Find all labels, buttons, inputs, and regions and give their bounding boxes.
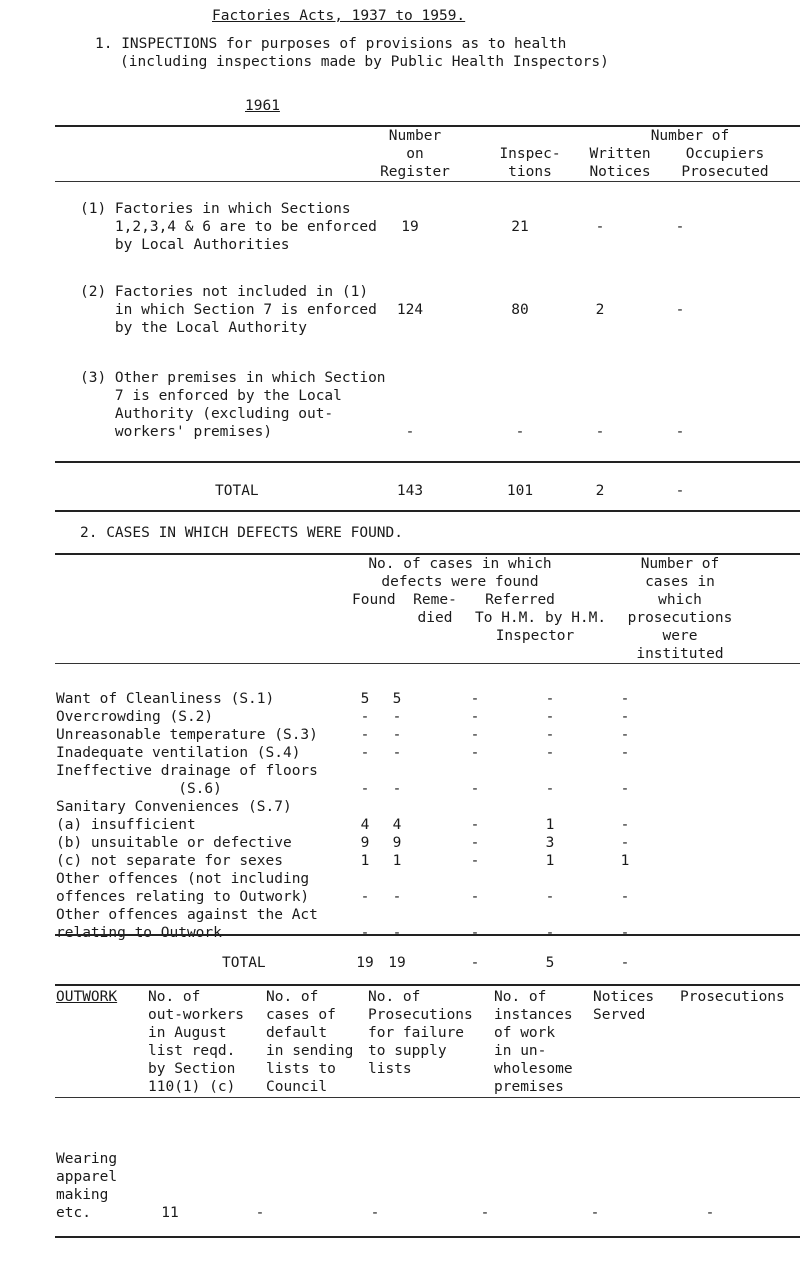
cell-notices: 2 bbox=[595, 302, 605, 318]
cell-to-hm: - bbox=[470, 691, 480, 707]
cell-prosecutions: - bbox=[620, 925, 630, 941]
cell-found: - bbox=[360, 709, 370, 725]
table2-total-rule bbox=[55, 934, 800, 936]
cell-by-hm: 1 bbox=[545, 853, 555, 869]
row-label: Wearing apparel making etc. bbox=[56, 1151, 118, 1221]
cell-prosecutions: - bbox=[620, 835, 630, 851]
col-outworkers: No. of out-workers in August list reqd. by Section 110(1) (c) bbox=[148, 989, 245, 1095]
cell-register: 124 bbox=[396, 302, 424, 318]
table1-bottom-rule bbox=[55, 510, 800, 512]
row-label: (b) unsuitable or defective bbox=[56, 835, 292, 851]
cell-unwholesome: - bbox=[480, 1205, 490, 1221]
table1-total-rule bbox=[55, 461, 800, 463]
year-heading: 1961 bbox=[245, 98, 280, 114]
table2-bottom-rule bbox=[55, 984, 800, 986]
cell-prosecutions: - bbox=[705, 1205, 715, 1221]
table2-header-rule bbox=[55, 663, 800, 664]
cell-found: 5 bbox=[360, 691, 370, 707]
col-notices-served: Notices Served bbox=[593, 989, 655, 1023]
col-found: Found bbox=[352, 592, 396, 608]
cell-to-hm: - bbox=[470, 889, 480, 905]
row-label: Sanitary Conveniences (S.7) (a) insufficient bbox=[56, 799, 292, 833]
cell-register: - bbox=[405, 424, 415, 440]
cell-remedied: - bbox=[392, 781, 402, 797]
total-remedied: 19 bbox=[388, 955, 406, 971]
cell-found: - bbox=[360, 745, 370, 761]
cell-by-hm: 3 bbox=[545, 835, 555, 851]
col-inspections: Inspec- tions bbox=[499, 146, 561, 180]
row-label: Want of Cleanliness (S.1) bbox=[56, 691, 275, 707]
total-prosecutions: - bbox=[620, 955, 630, 971]
cell-prosecutions: - bbox=[620, 745, 630, 761]
outwork-heading: OUTWORK bbox=[56, 989, 118, 1005]
total-label: TOTAL bbox=[222, 955, 266, 971]
total-register: 143 bbox=[396, 483, 424, 499]
cell-to-hm: - bbox=[470, 727, 480, 743]
cell-found: - bbox=[360, 925, 370, 941]
total-label: TOTAL bbox=[215, 483, 259, 499]
outwork-header-rule bbox=[55, 1097, 800, 1098]
cell-register: 19 bbox=[401, 219, 419, 235]
cell-notices: - bbox=[595, 219, 605, 235]
total-prosecuted: - bbox=[675, 483, 685, 499]
cell-inspections: - bbox=[515, 424, 525, 440]
col-number-on-register: Number on Register bbox=[380, 128, 450, 180]
cell-by-hm: 1 bbox=[545, 817, 555, 833]
cell-found: 4 bbox=[360, 817, 370, 833]
total-to-hm: - bbox=[470, 955, 480, 971]
cell-by-hm: - bbox=[545, 925, 555, 941]
col-written-notices: Written Notices bbox=[589, 146, 651, 180]
col-cases-group: No. of cases in which defects were found bbox=[368, 556, 552, 590]
cell-prosecutions: 1 bbox=[620, 853, 630, 869]
cell-found: - bbox=[360, 781, 370, 797]
col-prosecutions: Prosecutions bbox=[680, 989, 785, 1005]
row-label: Unreasonable temperature (S.3) bbox=[56, 727, 318, 743]
cell-remedied: - bbox=[392, 889, 402, 905]
cell-to-hm: - bbox=[470, 781, 480, 797]
row-label: Inadequate ventilation (S.4) bbox=[56, 745, 301, 761]
cell-prosecuted: - bbox=[675, 302, 685, 318]
section2-title: 2. CASES IN WHICH DEFECTS WERE FOUND. bbox=[80, 525, 404, 541]
cell-by-hm: - bbox=[545, 691, 555, 707]
table1-header-rule bbox=[55, 181, 800, 182]
cell-by-hm: - bbox=[545, 889, 555, 905]
row-label: (1) Factories in which Sections 1,2,3,4 & 6 are to be enforced by Local Authorities bbox=[80, 201, 377, 253]
cell-remedied: - bbox=[392, 925, 402, 941]
cell-to-hm: - bbox=[470, 835, 480, 851]
cell-found: - bbox=[360, 889, 370, 905]
cell-remedied: - bbox=[392, 709, 402, 725]
col-occupiers-prosecuted: Occupiers Prosecuted bbox=[681, 146, 769, 180]
cell-prosecutions: - bbox=[620, 727, 630, 743]
col-default: No. of cases of default in sending lists to Council bbox=[266, 989, 354, 1095]
cell-notices: - bbox=[595, 424, 605, 440]
total-found: 19 bbox=[356, 955, 374, 971]
col-to-hm: To H.M. bbox=[475, 610, 537, 626]
cell-prosecuted: - bbox=[675, 424, 685, 440]
cell-remedied: - bbox=[392, 745, 402, 761]
cell-by-hm: - bbox=[545, 781, 555, 797]
row-label: Overcrowding (S.2) bbox=[56, 709, 214, 725]
row-label: (3) Other premises in which Section 7 is enforced by the Local Authority (excluding out- workers' premises) bbox=[80, 370, 386, 440]
cell-by-hm: - bbox=[545, 745, 555, 761]
col-number-of: Number of bbox=[650, 128, 730, 144]
row-label: Other offences against the Act relating to Outwork bbox=[56, 907, 318, 941]
cell-prosecutions: - bbox=[620, 691, 630, 707]
cell-prosecutions: - bbox=[620, 817, 630, 833]
cell-found: - bbox=[360, 727, 370, 743]
cell-remedied: 9 bbox=[392, 835, 402, 851]
cell-to-hm: - bbox=[470, 853, 480, 869]
document-title: Factories Acts, 1937 to 1959. bbox=[212, 8, 466, 24]
cell-prosecuted: - bbox=[675, 219, 685, 235]
cell-prosecutions: - bbox=[620, 709, 630, 725]
cell-to-hm: - bbox=[470, 745, 480, 761]
cell-inspections: 21 bbox=[511, 219, 529, 235]
cell-by-hm: - bbox=[545, 709, 555, 725]
cell-inspections: 80 bbox=[511, 302, 529, 318]
section1-title: 1. INSPECTIONS for purposes of provisions as to health bbox=[95, 36, 567, 52]
cell-prosecutions: - bbox=[620, 781, 630, 797]
col-by-hm: by H.M. bbox=[545, 610, 607, 626]
cell-prosecutions-failure: - bbox=[370, 1205, 380, 1221]
section1-subtitle: (including inspections made by Public Health Inspectors) bbox=[120, 54, 609, 70]
total-by-hm: 5 bbox=[545, 955, 555, 971]
col-prosecutions-failure: No. of Prosecutions for failure to supply lists bbox=[368, 989, 473, 1077]
cell-remedied: 1 bbox=[392, 853, 402, 869]
row-label: (2) Factories not included in (1) in which Section 7 is enforced by the Local Authority bbox=[80, 284, 377, 336]
cell-to-hm: - bbox=[470, 925, 480, 941]
cell-to-hm: - bbox=[470, 709, 480, 725]
row-label: Other offences (not including offences relating to Outwork) bbox=[56, 871, 310, 905]
cell-by-hm: - bbox=[545, 727, 555, 743]
row-label: Ineffective drainage of floors (S.6) bbox=[56, 763, 318, 797]
col-remedied: Reme- died bbox=[413, 592, 457, 626]
outwork-bottom-rule bbox=[55, 1236, 800, 1238]
cell-remedied: 5 bbox=[392, 691, 402, 707]
col-prosecutions-instituted: Number of cases in which prosecutions were instituted bbox=[627, 556, 733, 662]
cell-default: - bbox=[255, 1205, 265, 1221]
cell-remedied: 4 bbox=[392, 817, 402, 833]
cell-prosecutions: - bbox=[620, 889, 630, 905]
cell-notices: - bbox=[590, 1205, 600, 1221]
total-inspections: 101 bbox=[506, 483, 534, 499]
cell-outworkers: 11 bbox=[161, 1205, 179, 1221]
col-unwholesome: No. of instances of work in un- wholesome premises bbox=[494, 989, 573, 1095]
cell-remedied: - bbox=[392, 727, 402, 743]
cell-found: 9 bbox=[360, 835, 370, 851]
total-notices: 2 bbox=[595, 483, 605, 499]
row-label: (c) not separate for sexes bbox=[56, 853, 283, 869]
cell-found: 1 bbox=[360, 853, 370, 869]
col-referred: Referred bbox=[485, 592, 555, 608]
col-inspector: Inspector bbox=[495, 628, 575, 644]
cell-to-hm: - bbox=[470, 817, 480, 833]
